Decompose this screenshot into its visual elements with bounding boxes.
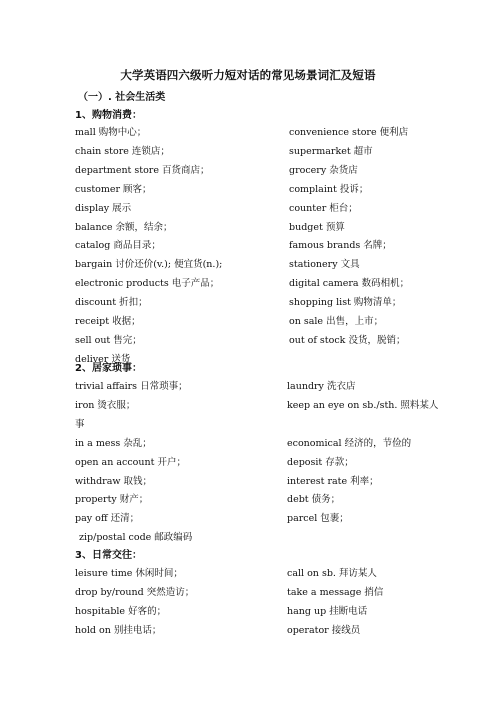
term-entry: take a message 捎信 <box>287 586 384 598</box>
term-entry: economical 经济的，节俭的 <box>287 437 412 449</box>
term-entry: zip/postal code 邮政编码 <box>79 532 193 544</box>
term-entry: catalog 商品目录； <box>75 240 161 252</box>
term-entry: convenience store 便利店 <box>289 127 409 138</box>
term-entry: chain store 连锁店； <box>75 145 170 157</box>
term-entry: interest rate 利率； <box>287 475 379 487</box>
term-entry: 事 <box>75 418 85 430</box>
term-entry: complaint 投诉； <box>289 183 369 195</box>
term-entry: mall 购物中心； <box>75 127 147 138</box>
category-heading: （一）. 社会生活类 <box>78 92 166 103</box>
term-entry: customer 顾客； <box>75 183 152 195</box>
term-entry: hold on 别挂电话； <box>75 624 162 636</box>
term-entry: digital camera 数码相机； <box>289 278 410 290</box>
term-entry: open an account 开户； <box>75 456 186 468</box>
term-entry: bargain 讨价还价(v.); 便宜货(n.); <box>75 259 223 271</box>
term-entry: on sale 出售，上市； <box>289 316 384 327</box>
term-entry: shopping list 购物清单； <box>289 297 402 309</box>
term-entry: budget 预算 <box>289 221 345 233</box>
section-heading: 1、购物消费： <box>75 110 142 121</box>
term-entry: laundry 洗衣店 <box>287 381 356 392</box>
term-entry: iron 烫衣服； <box>75 399 136 411</box>
term-entry: drop by/round 突然造访； <box>75 586 195 598</box>
term-entry: withdraw 取钱； <box>75 475 153 487</box>
page-title: 大学英语四六级听力短对话的常见场景词汇及短语 <box>120 68 376 82</box>
term-entry: pay off 还清； <box>75 513 140 525</box>
term-entry: famous brands 名牌； <box>289 240 392 252</box>
term-entry: out of stock 没货，脱销； <box>289 334 406 346</box>
term-entry: deposit 存款； <box>287 456 354 468</box>
term-entry: counter 柜台； <box>289 202 358 214</box>
term-entry: electronic products 电子产品； <box>75 278 220 290</box>
term-entry: leisure time 休闲时间； <box>75 568 183 579</box>
term-entry: trivial affairs 日常琐事； <box>75 381 188 392</box>
term-entry: grocery 杂货店 <box>289 164 358 176</box>
term-entry: in a mess 杂乱； <box>75 437 152 449</box>
term-entry: display 展示 <box>75 202 132 214</box>
term-entry: hospitable 好客的； <box>75 605 167 617</box>
term-entry: balance 余额，结余； <box>75 221 173 233</box>
term-entry: property 财产； <box>75 494 149 506</box>
term-entry: parcel 包裹； <box>287 513 349 525</box>
term-entry: stationery 文具 <box>289 259 360 271</box>
section-heading: 3、日常交往： <box>75 550 142 561</box>
term-entry: debt 债务； <box>287 494 341 506</box>
term-entry: discount 折扣； <box>75 297 148 309</box>
term-entry: hang up 挂断电话 <box>287 605 368 617</box>
term-entry: call on sb. 拜访某人 <box>287 568 377 579</box>
term-entry: receipt 收据； <box>75 316 141 327</box>
section-heading: 2、居家琐事： <box>75 363 142 374</box>
term-entry: department store 百货商店； <box>75 164 210 176</box>
term-entry: keep an eye on sb./sth. 照料某人 <box>287 399 439 411</box>
term-entry: operator 接线员 <box>287 624 361 636</box>
term-entry: deliver 送货 <box>75 353 131 365</box>
term-entry: supermarket 超市 <box>289 145 373 157</box>
term-entry: sell out 售完； <box>75 334 142 346</box>
